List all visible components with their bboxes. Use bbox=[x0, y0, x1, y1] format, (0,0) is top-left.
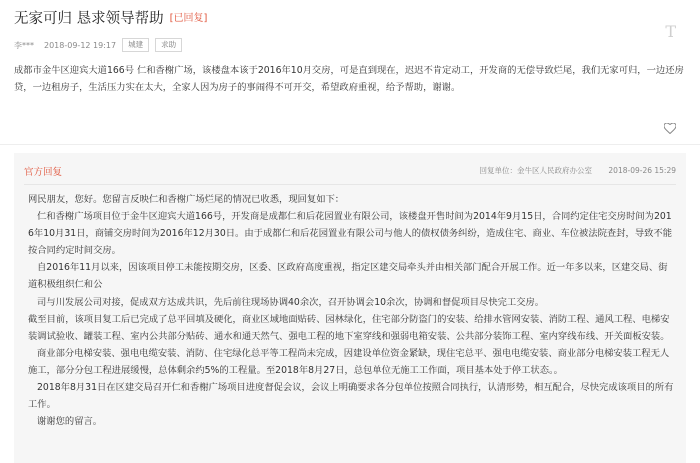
official-reply bbox=[14, 153, 686, 463]
reply-meta bbox=[480, 165, 676, 176]
heart-icon[interactable] bbox=[664, 123, 676, 137]
post-meta bbox=[14, 38, 182, 52]
reply-body bbox=[28, 191, 676, 430]
tag-category[interactable]: 城建 bbox=[122, 38, 149, 52]
reply-paragraph: 仁和香榭广场项目位于金牛区迎宾大道166号，开发商是成都仁和后花园置业有限公司，该楼盘开售时间为2014年9月15日，合同约定住宅交房时间为2016年10月31日，商铺交房时间为2016年12月30日。由于成都仁和后花园置业有限公司与他人的债权债务纠纷，造成住宅、商业、车位被法院查封，导致不能按合同约定时间交房。 bbox=[28, 211, 673, 257]
message-body: 成都市金牛区迎宾大道166号 仁和香榭广场，该楼盘本该于2016年10月交房，可是直到现在，迟迟不肯定动工，开发商的无偿导致烂尾，我们无家可归，一边还房贷，一边租房子，生活压力实在太大，全家人因为房子的事闹得不可开交，希望政府重视，给予帮助，谢谢。 bbox=[14, 65, 684, 93]
reply-department: 回复单位：金牛区人民政府办公室 bbox=[479, 166, 593, 175]
reply-divider bbox=[24, 184, 676, 185]
reply-label: 官方回复 bbox=[24, 167, 63, 178]
text-size-icon[interactable]: T bbox=[665, 22, 676, 41]
reply-paragraph: 网民朋友，您好。您留言反映仁和香榭广场烂尾的情况已收悉，现回复如下： bbox=[28, 194, 345, 205]
post-date: 2018-09-12 19:17 bbox=[44, 40, 117, 50]
reply-paragraph: 截至目前，该项目复工后已完成了总平回填及硬化，商业区域地面贴砖、园林绿化，住宅部分防盗门的安装、给排水管网安装、消防工程、通风工程、电梯安装调试验收、罐装工程、室内公共部分贴砖、通水和通天然气、强电工程的地下室穿线和强弱电箱安装、公共部分装饰工程、室内穿线布线、开关面板安装。 bbox=[28, 313, 670, 342]
author-name: 李*** bbox=[14, 40, 34, 50]
page-title bbox=[14, 7, 207, 28]
status-badge: [已回复] bbox=[169, 13, 208, 24]
reply-paragraph: 自2016年11月以来，因该项目停工未能按期交房，区委、区政府高度重视，指定区建交局牵头并由相关部门配合开展工作。近一年多以来，区建交局、街道积极组织仁和公 bbox=[28, 262, 668, 291]
divider bbox=[0, 144, 700, 145]
reply-paragraph: 司与川发展公司对接，促成双方达成共识，先后前往现场协调40余次，召开协调会10余次，协调和督促项目尽快完工交房。 bbox=[37, 296, 545, 308]
reply-paragraph: 商业部分电梯安装、强电电缆安装、消防、住宅绿化总平等工程尚未完成，因建设单位资金紧缺，现住宅总平、强电电缆安装、商业部分电梯安装工程无人施工，部分分包工程进展缓慢，总体剩余约5%的工程量。至2018年8月27日，总包单位无施工工作面，项目基本处于停工状态。。 bbox=[28, 347, 670, 376]
reply-date: 2018-09-26 15:29 bbox=[608, 166, 676, 175]
reply-paragraph: 谢谢您的留言。 bbox=[37, 416, 103, 428]
title-text: 无家可归 恳求领导帮助 bbox=[14, 11, 164, 27]
tag-type[interactable]: 求助 bbox=[155, 38, 182, 52]
reply-paragraph: 2018年8月31日在区建交局召开仁和香榭广场项目进度督促会议，会议上明确要求各分包单位按照合同执行，认清形势，相互配合，尽快完成该项目的所有工作。 bbox=[28, 382, 674, 411]
